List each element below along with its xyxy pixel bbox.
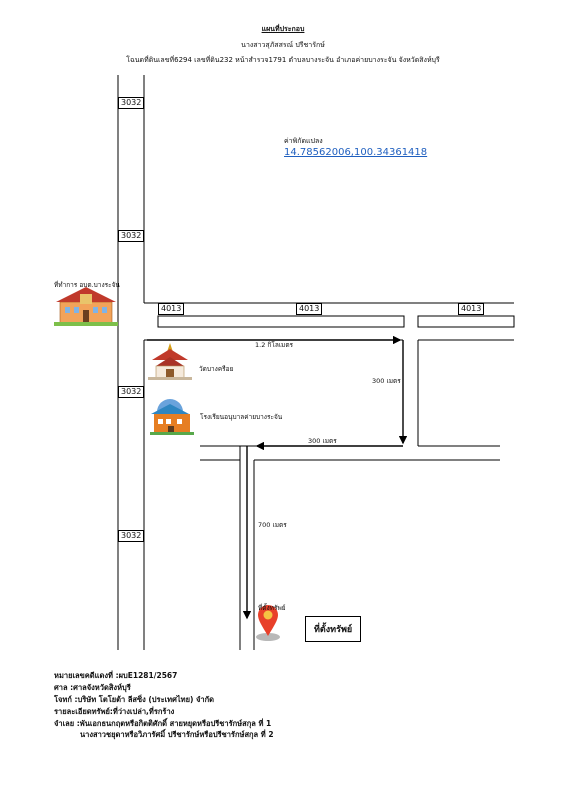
plaintiff-name: โจทก์ :บริษัท โตโยต้า ลีสซิ่ง (ประเทศไทย) จำกัด	[54, 695, 215, 704]
court-name: ศาล :ศาลจังหวัดสิงห์บุรี	[54, 683, 131, 692]
road-tag-3032-d: 3032	[118, 530, 144, 542]
property-detail: รายละเอียดทรัพย์:ที่ว่างเปล่า,ที่รกร้าง	[54, 707, 175, 716]
defendant-2: นางสาวชยุดาหรือวิภารัศมิ์ ปรีชารักษ์หรือปรีชารักษ์สกุล ที่ 2	[80, 730, 274, 739]
owner-name: นางสาวสุภัสสรณ์ ปรีชารักษ์	[241, 41, 325, 49]
district-office-label: ที่ทำการ อบต.บางระจัน	[54, 281, 120, 289]
deed-info: โฉนดที่ดินเลขที่6294 เลขที่ดิน232 หน้าสำรวจ1791 ตำบลบางระจัน อำเภอค่ายบางระจัน จังหวัดสิงห์บุรี	[126, 56, 440, 64]
coordinate-label: ค่าพิกัดแปลง	[284, 137, 323, 145]
distance-label-4: 700 เมตร	[258, 521, 287, 529]
district-office-icon	[54, 287, 118, 326]
road-tag-4013-b: 4013	[296, 303, 322, 315]
distance-label-2: 300 เมตร	[372, 377, 401, 385]
map-title: แผนที่ประกอบ	[261, 25, 305, 33]
temple-label: วัดบางครือย	[199, 365, 234, 373]
road-4013-median-right	[418, 316, 514, 327]
property-small-label: ที่ตั้งทรัพย์	[258, 604, 286, 612]
temple-icon	[148, 343, 192, 380]
coordinate-link[interactable]: 14.78562006,100.34361418	[284, 147, 428, 158]
distance-label-3: 300 เมตร	[308, 437, 337, 445]
road-tag-3032-b: 3032	[118, 230, 144, 242]
distance-label-1: 1.2 กิโลเมตร	[255, 341, 294, 349]
road-tag-3032-a: 3032	[118, 97, 144, 109]
case-number: หมายเลขคดีแดงที่ :ผบE1281/2567	[54, 671, 178, 680]
road-4013-median-left	[158, 316, 404, 327]
road-tag-4013-a: 4013	[158, 303, 184, 315]
school-icon	[150, 399, 194, 435]
road-tag-3032-c: 3032	[118, 386, 144, 398]
property-box-label: ที่ตั้งทรัพย์	[305, 616, 361, 642]
school-label: โรงเรียนอนุบาลค่ายบางระจัน	[200, 413, 283, 421]
defendant-1: จำเลย :พันเอกธนกฤตหรือกิตติศักดิ์ สายหยุดหรือปรีชารักษ์สกุล ที่ 1	[54, 719, 272, 728]
road-tag-4013-c: 4013	[458, 303, 484, 315]
